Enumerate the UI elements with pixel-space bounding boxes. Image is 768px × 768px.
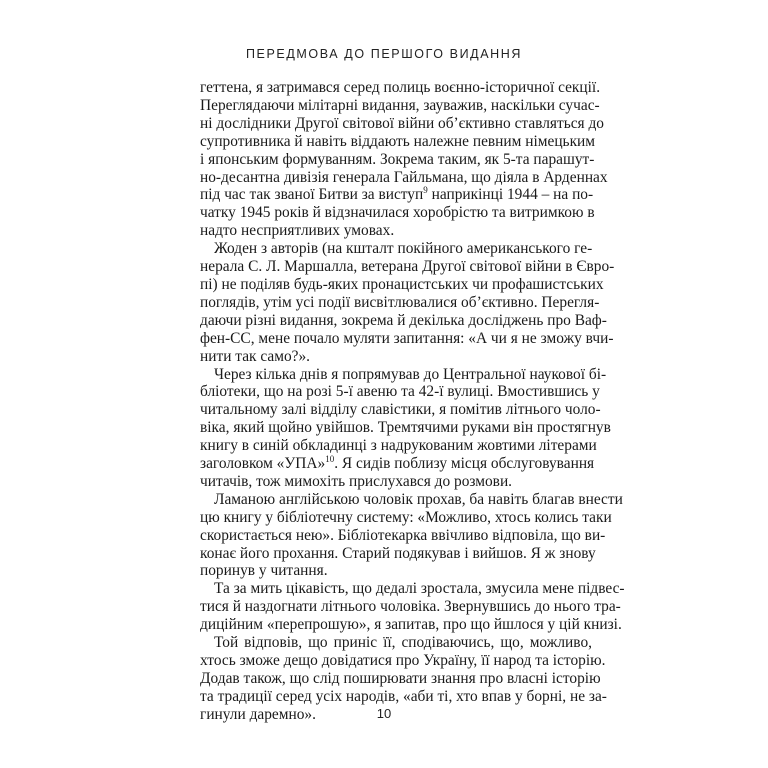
- text-line: бліотеки, що на розі 5-ї авеню та 42-ї вулиці. Вмостившись у: [200, 383, 600, 401]
- text-line: книгу в синій обкладинці з надрукованим жовтими літерами: [200, 437, 597, 455]
- text-line: но-десантна дивізія генерала Гайльмана, що діяла в Арденнах: [200, 168, 608, 186]
- text-line: читальному залі відділу славістики, я помітив літнього чоло-: [200, 401, 601, 419]
- text-line: фен-СС, мене почало муляти запитання: «А чи я не зможу вчи-: [200, 329, 614, 347]
- text-line: читачів, тож мимохіть прислухався до розмови.: [200, 472, 513, 490]
- text-line: диційним «перепрошую», я запитав, про що йшлося у цій книзі.: [200, 616, 622, 634]
- text-line: віка, який щойно увійшов. Тремтячими руками він простягнув: [200, 419, 611, 437]
- text-line: заголовком «УПА»$^{10}$. Я сидів поблизу місця обслуговування: [200, 453, 595, 473]
- text-line: Переглядаючи мілітарні видання, зауважив, наскільки сучас-: [200, 96, 600, 114]
- text-line: Додав також, що слід поширювати знання про власні історію: [200, 669, 601, 687]
- text-line: Та за мить цікавість, що дедалі зростала, змусила мене підвес-: [214, 580, 625, 598]
- text-line: поглядів, утім усі події висвітлювалися об’єктивно. Перегля-: [200, 293, 600, 311]
- text-line: гинули даремно».: [200, 705, 316, 723]
- paragraph: [200, 365, 611, 491]
- text-line: Жоден з авторів (на кшталт покійного американського ге-: [214, 240, 593, 258]
- text-line: нити так само?».: [200, 347, 311, 365]
- text-line: хтось зможе дещо довідатися про Україну, її народ та історію.: [200, 652, 606, 669]
- text-line: і японським формуванням. Зокрема таким, як 5-та парашут-: [200, 150, 595, 168]
- text-line: Через кілька днів я попрямував до Центральної наукової бі-: [214, 365, 607, 383]
- paragraph: [200, 490, 623, 581]
- text-line: даючи різні видання, зокрема й декілька досліджень про Ваф-: [200, 311, 607, 329]
- paragraph: [200, 580, 625, 634]
- footnote-marker: 9: [423, 185, 428, 196]
- text-line: та традиції серед усіх народів, «аби ті, хто впав у борні, не за-: [200, 687, 607, 705]
- paragraph: [200, 240, 615, 365]
- paragraph: [200, 79, 608, 240]
- body-text: [200, 79, 625, 724]
- text-line: тися й наздогнати літнього чоловіка. Звернувшись до нього тра-: [200, 598, 621, 616]
- text-line: Той відповів, що приніс її, сподіваючись, що, можливо,: [214, 634, 592, 652]
- text-line: чатку 1945 років й відзначилася хоробрістю та витримкою в: [200, 204, 595, 222]
- running-head: ПЕРЕДМОВА ДО ПЕРШОГО ВИДАННЯ: [245, 47, 523, 61]
- text-line: пі) не поділяв будь-яких пронацистських чи профашистських: [200, 275, 604, 293]
- text-line: нерала С. Л. Маршалла, ветерана Другої світової війни в Євро-: [200, 258, 615, 276]
- page-number: 10: [376, 706, 392, 721]
- text-line: геттена, я затримався серед полиць воєнно-історичної секції.: [200, 79, 601, 96]
- text-line: надто несприятливих умовах.: [200, 222, 395, 240]
- footnote-marker: 10: [325, 453, 335, 464]
- text-line: під час так званої Битви за виступ$^9$ наприкінці 1944 – на по-: [200, 185, 594, 204]
- text-line: супротивника й навіть віддають належне певним німецьким: [200, 132, 596, 150]
- text-line: конає його прохання. Старий подякував і вийшов. Я ж знову: [200, 544, 596, 562]
- text-line: цю книгу у бібліотечну систему: «Можливо, хтось колись таки: [200, 508, 612, 526]
- text-line: скористається нею». Бібліотекарка ввічливо відповіла, що ви-: [200, 526, 606, 544]
- text-line: поринув у читання.: [200, 562, 328, 580]
- text-line: ні дослідники Другої світової війни об’єктивно ставляться до: [200, 114, 604, 132]
- text-line: Ламаною англійською чоловік прохав, ба навіть благав внести: [214, 490, 623, 508]
